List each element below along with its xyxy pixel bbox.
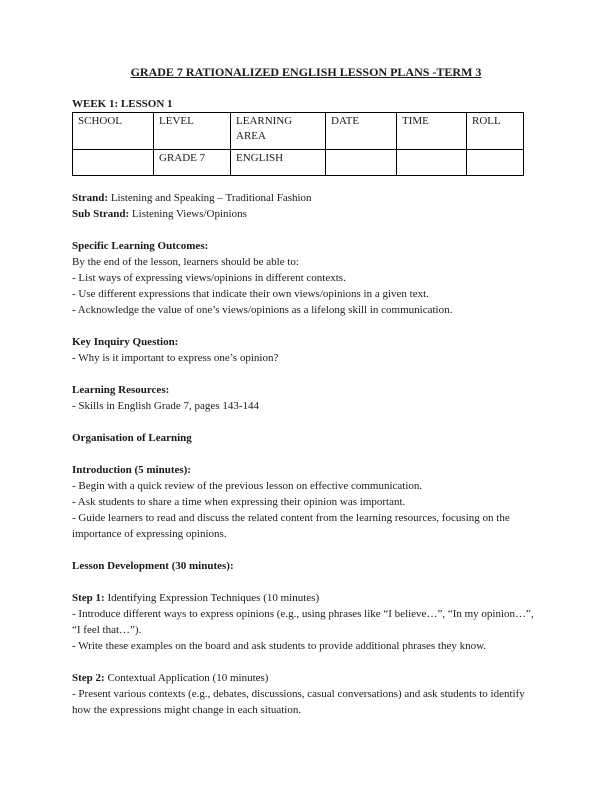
introduction-item: - Guide learners to read and discuss the related content from the learning resources, focusing on the importance of expressing opinions. (72, 512, 510, 540)
key-inquiry-item: - Why is it important to express one’s opinion? (72, 352, 279, 364)
table-cell-level: GRADE 7 (154, 150, 231, 176)
step-1-item: - Write these examples on the board and ask students to provide additional phrases they know. (72, 640, 487, 652)
learning-outcomes-section (72, 238, 540, 318)
strand-label: Strand: (72, 192, 109, 204)
step-2-section (72, 670, 540, 718)
introduction-section (72, 462, 540, 542)
lesson-development-section (72, 558, 540, 574)
step-1-heading (72, 590, 540, 606)
sub-strand-value: Listening Views/Opinions (131, 208, 247, 220)
strand-section (72, 190, 540, 222)
introduction-heading: Introduction (5 minutes): (72, 464, 191, 476)
table-header-cell: DATE (326, 113, 397, 150)
document-title: GRADE 7 RATIONALIZED ENGLISH LESSON PLANS -TERM 3 (130, 65, 482, 79)
table-cell-roll (467, 150, 524, 176)
step-2-item: - Present various contexts (e.g., debates, discussions, casual conversations) and ask students to identify how the expressions might change in each situation. (72, 688, 525, 716)
table-header-row (73, 113, 524, 150)
sub-strand-label: Sub Strand: (72, 208, 130, 220)
resources-heading: Learning Resources: (72, 384, 170, 396)
table-header-cell: LEARNING AREA (231, 113, 326, 150)
introduction-item: - Begin with a quick review of the previous lesson on effective communication. (72, 480, 423, 492)
key-inquiry-heading: Key Inquiry Question: (72, 336, 179, 348)
table-cell-learning-area: ENGLISH (231, 150, 326, 176)
introduction-item: - Ask students to share a time when expressing their opinion was important. (72, 496, 406, 508)
step-1-section (72, 590, 540, 654)
outcome-item: - List ways of expressing views/opinions in different contexts. (72, 272, 346, 284)
table-cell-date (326, 150, 397, 176)
table-cell-school (73, 150, 154, 176)
week-lesson-section (72, 96, 540, 176)
outcomes-heading: Specific Learning Outcomes: (72, 240, 209, 252)
step-1-item: - Introduce different ways to express opinions (e.g., using phrases like “I believe…”, “In my opinion…”, “I feel that…”). (72, 608, 534, 636)
outcomes-intro: By the end of the lesson, learners should be able to: (72, 256, 299, 268)
strand-line (72, 190, 540, 206)
sub-strand-line (72, 206, 540, 222)
resources-item: - Skills in English Grade 7, pages 143-144 (72, 400, 259, 412)
outcome-item: - Acknowledge the value of one’s views/opinions as a lifelong skill in communication. (72, 304, 453, 316)
table-header-cell: SCHOOL (73, 113, 154, 150)
step-1-title: Identifying Expression Techniques (10 minutes) (107, 592, 320, 604)
step-2-label: Step 2: (72, 672, 105, 684)
step-1-label: Step 1: (72, 592, 105, 604)
lesson-info-table (72, 112, 524, 176)
table-header-cell: ROLL (467, 113, 524, 150)
table-header-cell: TIME (397, 113, 467, 150)
organisation-heading: Organisation of Learning (72, 432, 192, 444)
lesson-development-heading: Lesson Development (30 minutes): (72, 560, 234, 572)
table-header-cell: LEVEL (154, 113, 231, 150)
learning-resources-section (72, 382, 540, 414)
step-2-heading (72, 670, 540, 686)
organisation-section (72, 430, 540, 446)
table-cell-time (397, 150, 467, 176)
week-heading: WEEK 1: LESSON 1 (72, 98, 173, 110)
step-2-title: Contextual Application (10 minutes) (107, 672, 269, 684)
key-inquiry-section (72, 334, 540, 366)
table-data-row (73, 150, 524, 176)
strand-value: Listening and Speaking – Traditional Fashion (110, 192, 312, 204)
outcome-item: - Use different expressions that indicate their own views/opinions in a given text. (72, 288, 429, 300)
